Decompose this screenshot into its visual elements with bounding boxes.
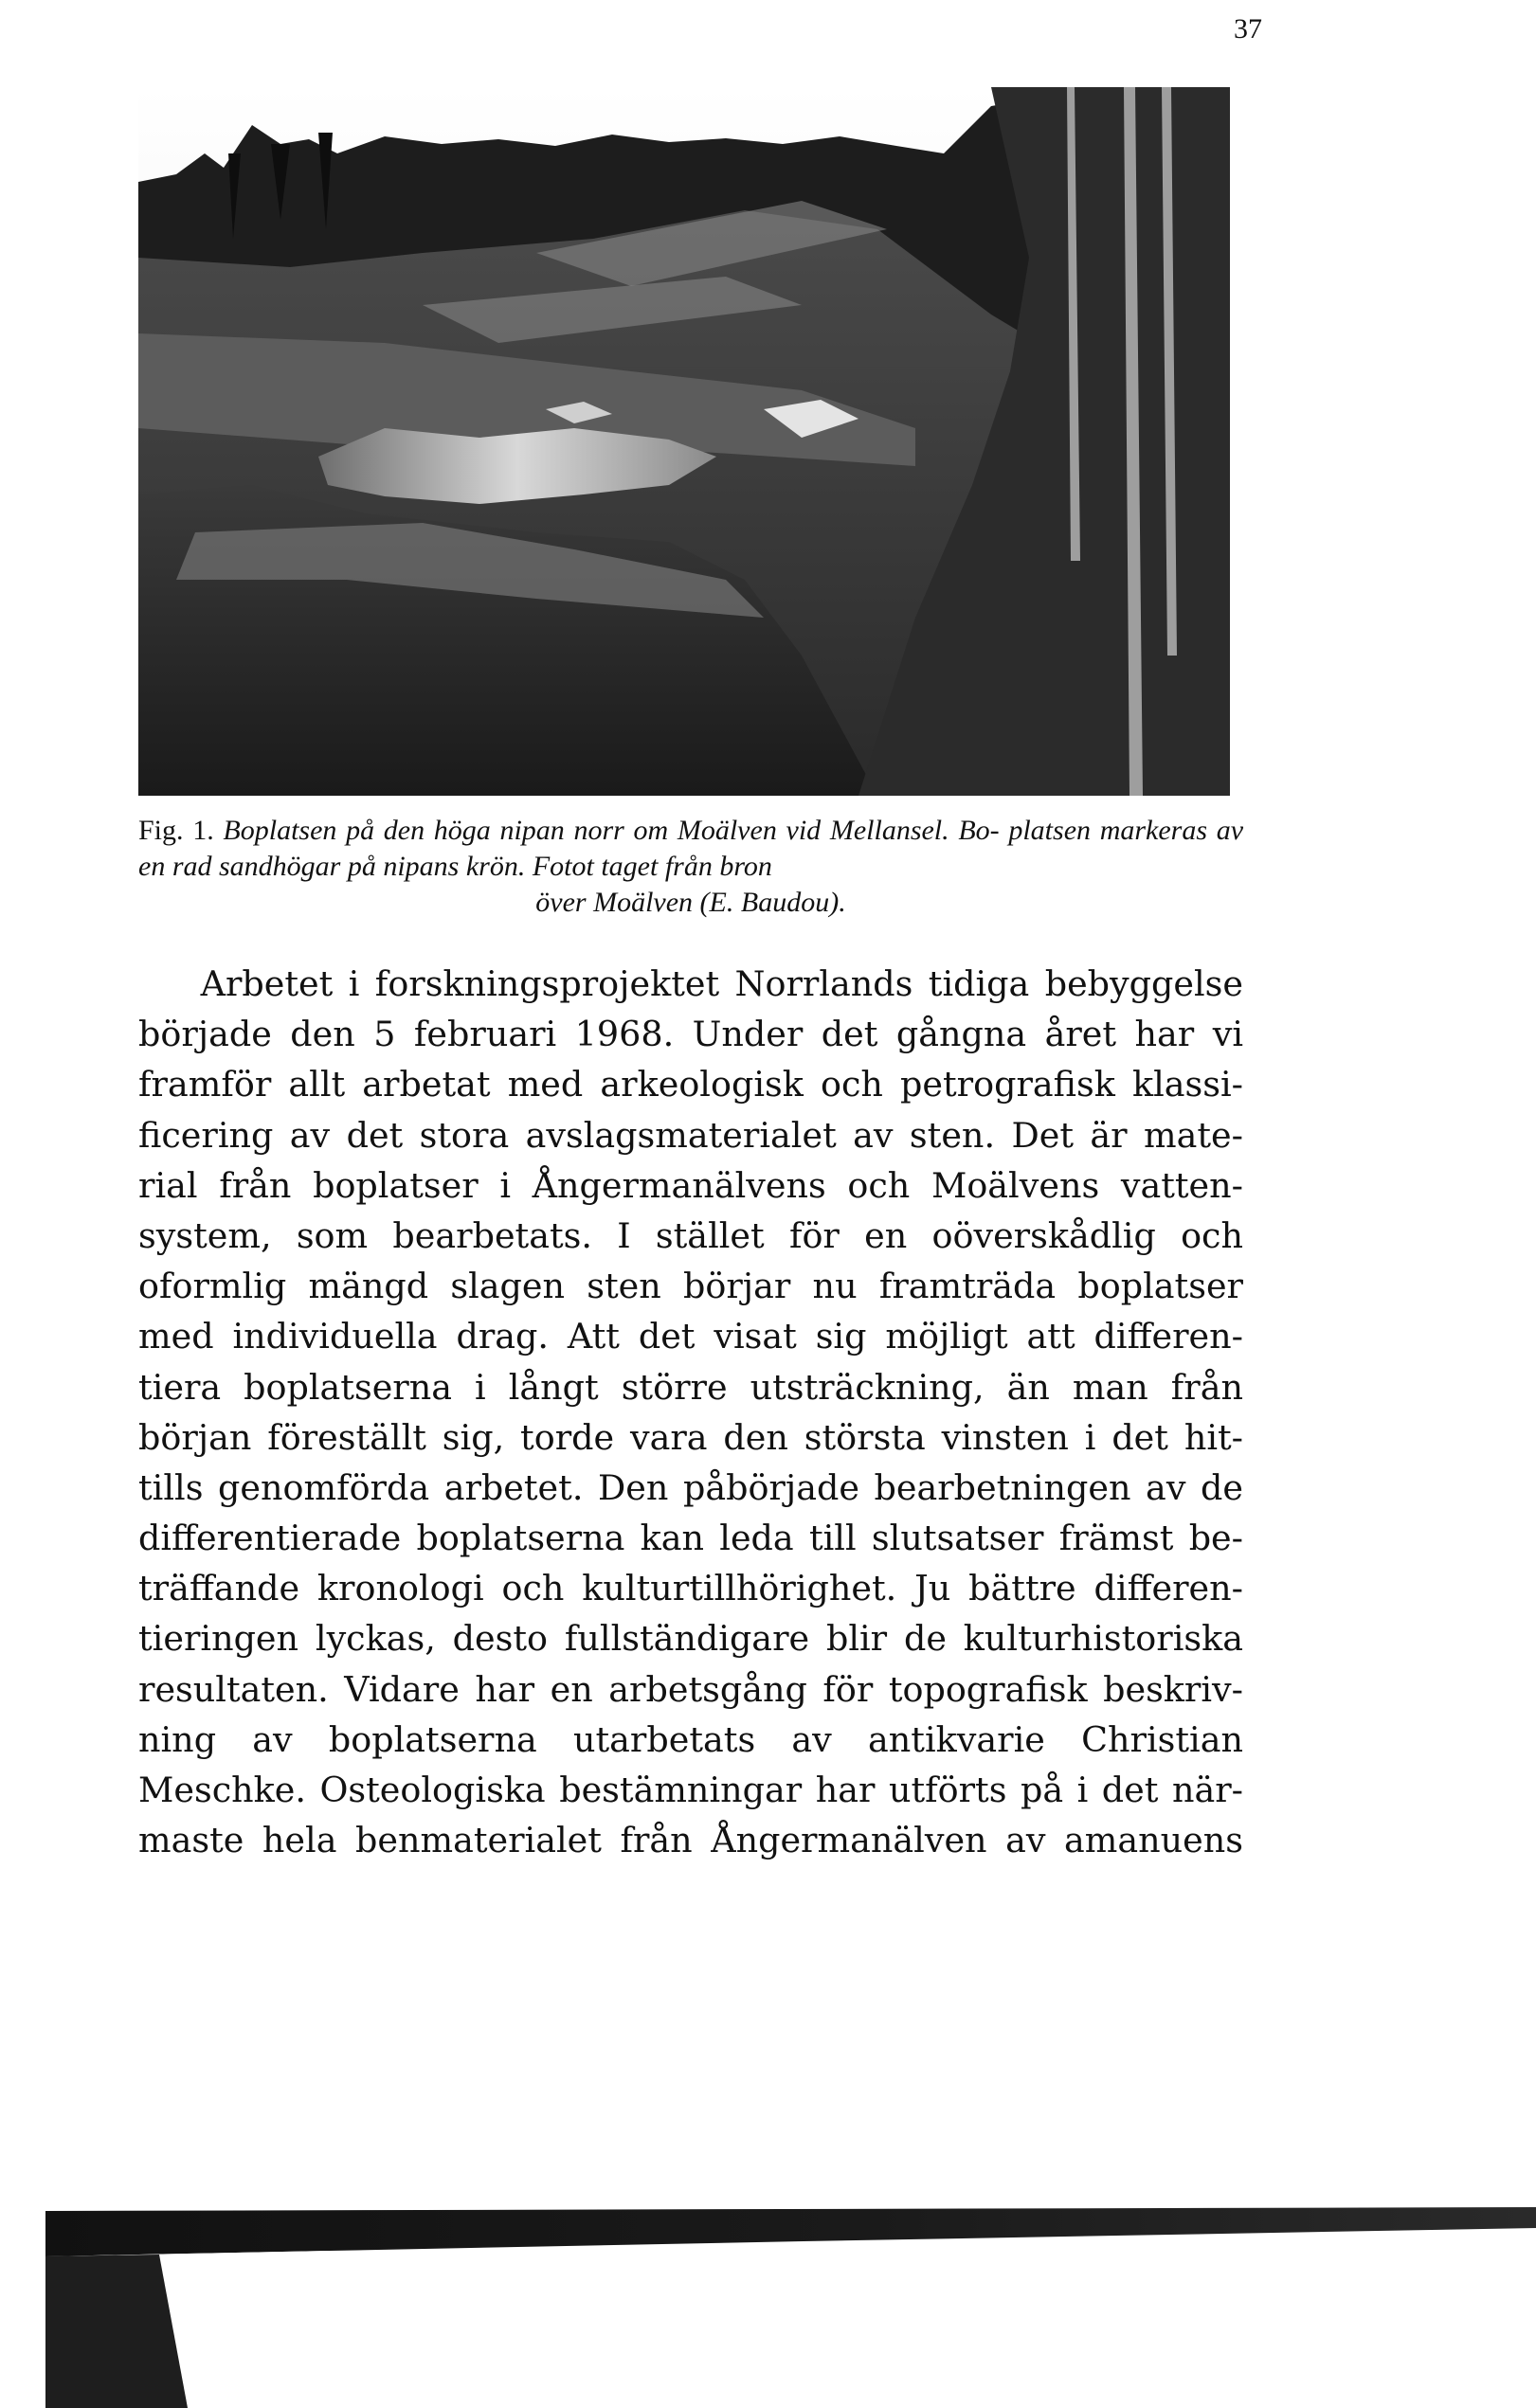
river-landscape-illustration — [138, 87, 1230, 796]
body-line: började den 5 februari 1968. Under det gångna året har vi — [138, 1014, 1243, 1055]
body-line: tiera boplatserna i långt större utsträckning, än man från — [138, 1366, 1243, 1408]
body-line: ning av boplatserna utarbetats av antikvarie Christian — [138, 1718, 1243, 1760]
caption-line-1: Boplatsen på den höga nipan norr om Moälven vid Mellansel. Bo- — [223, 815, 1000, 846]
body-line: maste hela benmaterialet från Ångermanälven av amanuens — [138, 1820, 1243, 1861]
scan-edge-shadow — [45, 2207, 1536, 2408]
body-line: differentierade boplatserna kan leda till slutsatser främst be- — [138, 1518, 1243, 1559]
body-line: framför allt arbetat med arkeologisk och petrografisk klassi- — [138, 1064, 1243, 1105]
body-line: tieringen lyckas, desto fullständigare blir de kulturhistoriska — [138, 1618, 1243, 1660]
landscape-photo — [138, 87, 1230, 796]
body-line: system, som bearbetats. I stället för en oöverskådlig och — [138, 1214, 1243, 1256]
body-line: ficering av det stora avslagsmaterialet av sten. Det är mate- — [138, 1114, 1243, 1156]
body-line: träffande kronologi och kulturtillhörighet. Ju bättre differen- — [138, 1568, 1243, 1609]
caption-line-2: platsen markeras av en rad sandhögar på nipans krön. Fotot taget från bron — [138, 815, 1244, 882]
body-paragraph — [138, 959, 1243, 1865]
body-line: början föreställt sig, torde vara den största vinsten i det hit- — [138, 1416, 1243, 1458]
body-line: med individuella drag. Att det visat sig möjligt att differen- — [138, 1316, 1243, 1357]
scan-artifact — [45, 2207, 1536, 2408]
page-number: 37 — [1234, 13, 1262, 45]
figure-label: Fig. 1. — [138, 815, 214, 846]
caption-line-3: över Moälven (E. Baudou). — [535, 887, 846, 918]
body-line: Arbetet i forskningsprojektet Norrlands tidiga bebyggelse — [138, 963, 1243, 1004]
figure-caption — [138, 813, 1243, 921]
body-line: tills genomförda arbetet. Den påbörjade bearbetningen av de — [138, 1466, 1243, 1508]
body-line: oformlig mängd slagen sten börjar nu framträda boplatser — [138, 1266, 1243, 1307]
body-line: Meschke. Osteologiska bestämningar har utförts på i det när- — [138, 1770, 1243, 1810]
body-line: rial från boplatser i Ångermanälvens och Moälvens vatten- — [138, 1164, 1243, 1206]
body-line: resultaten. Vidare har en arbetsgång för topografisk beskriv- — [138, 1668, 1243, 1710]
